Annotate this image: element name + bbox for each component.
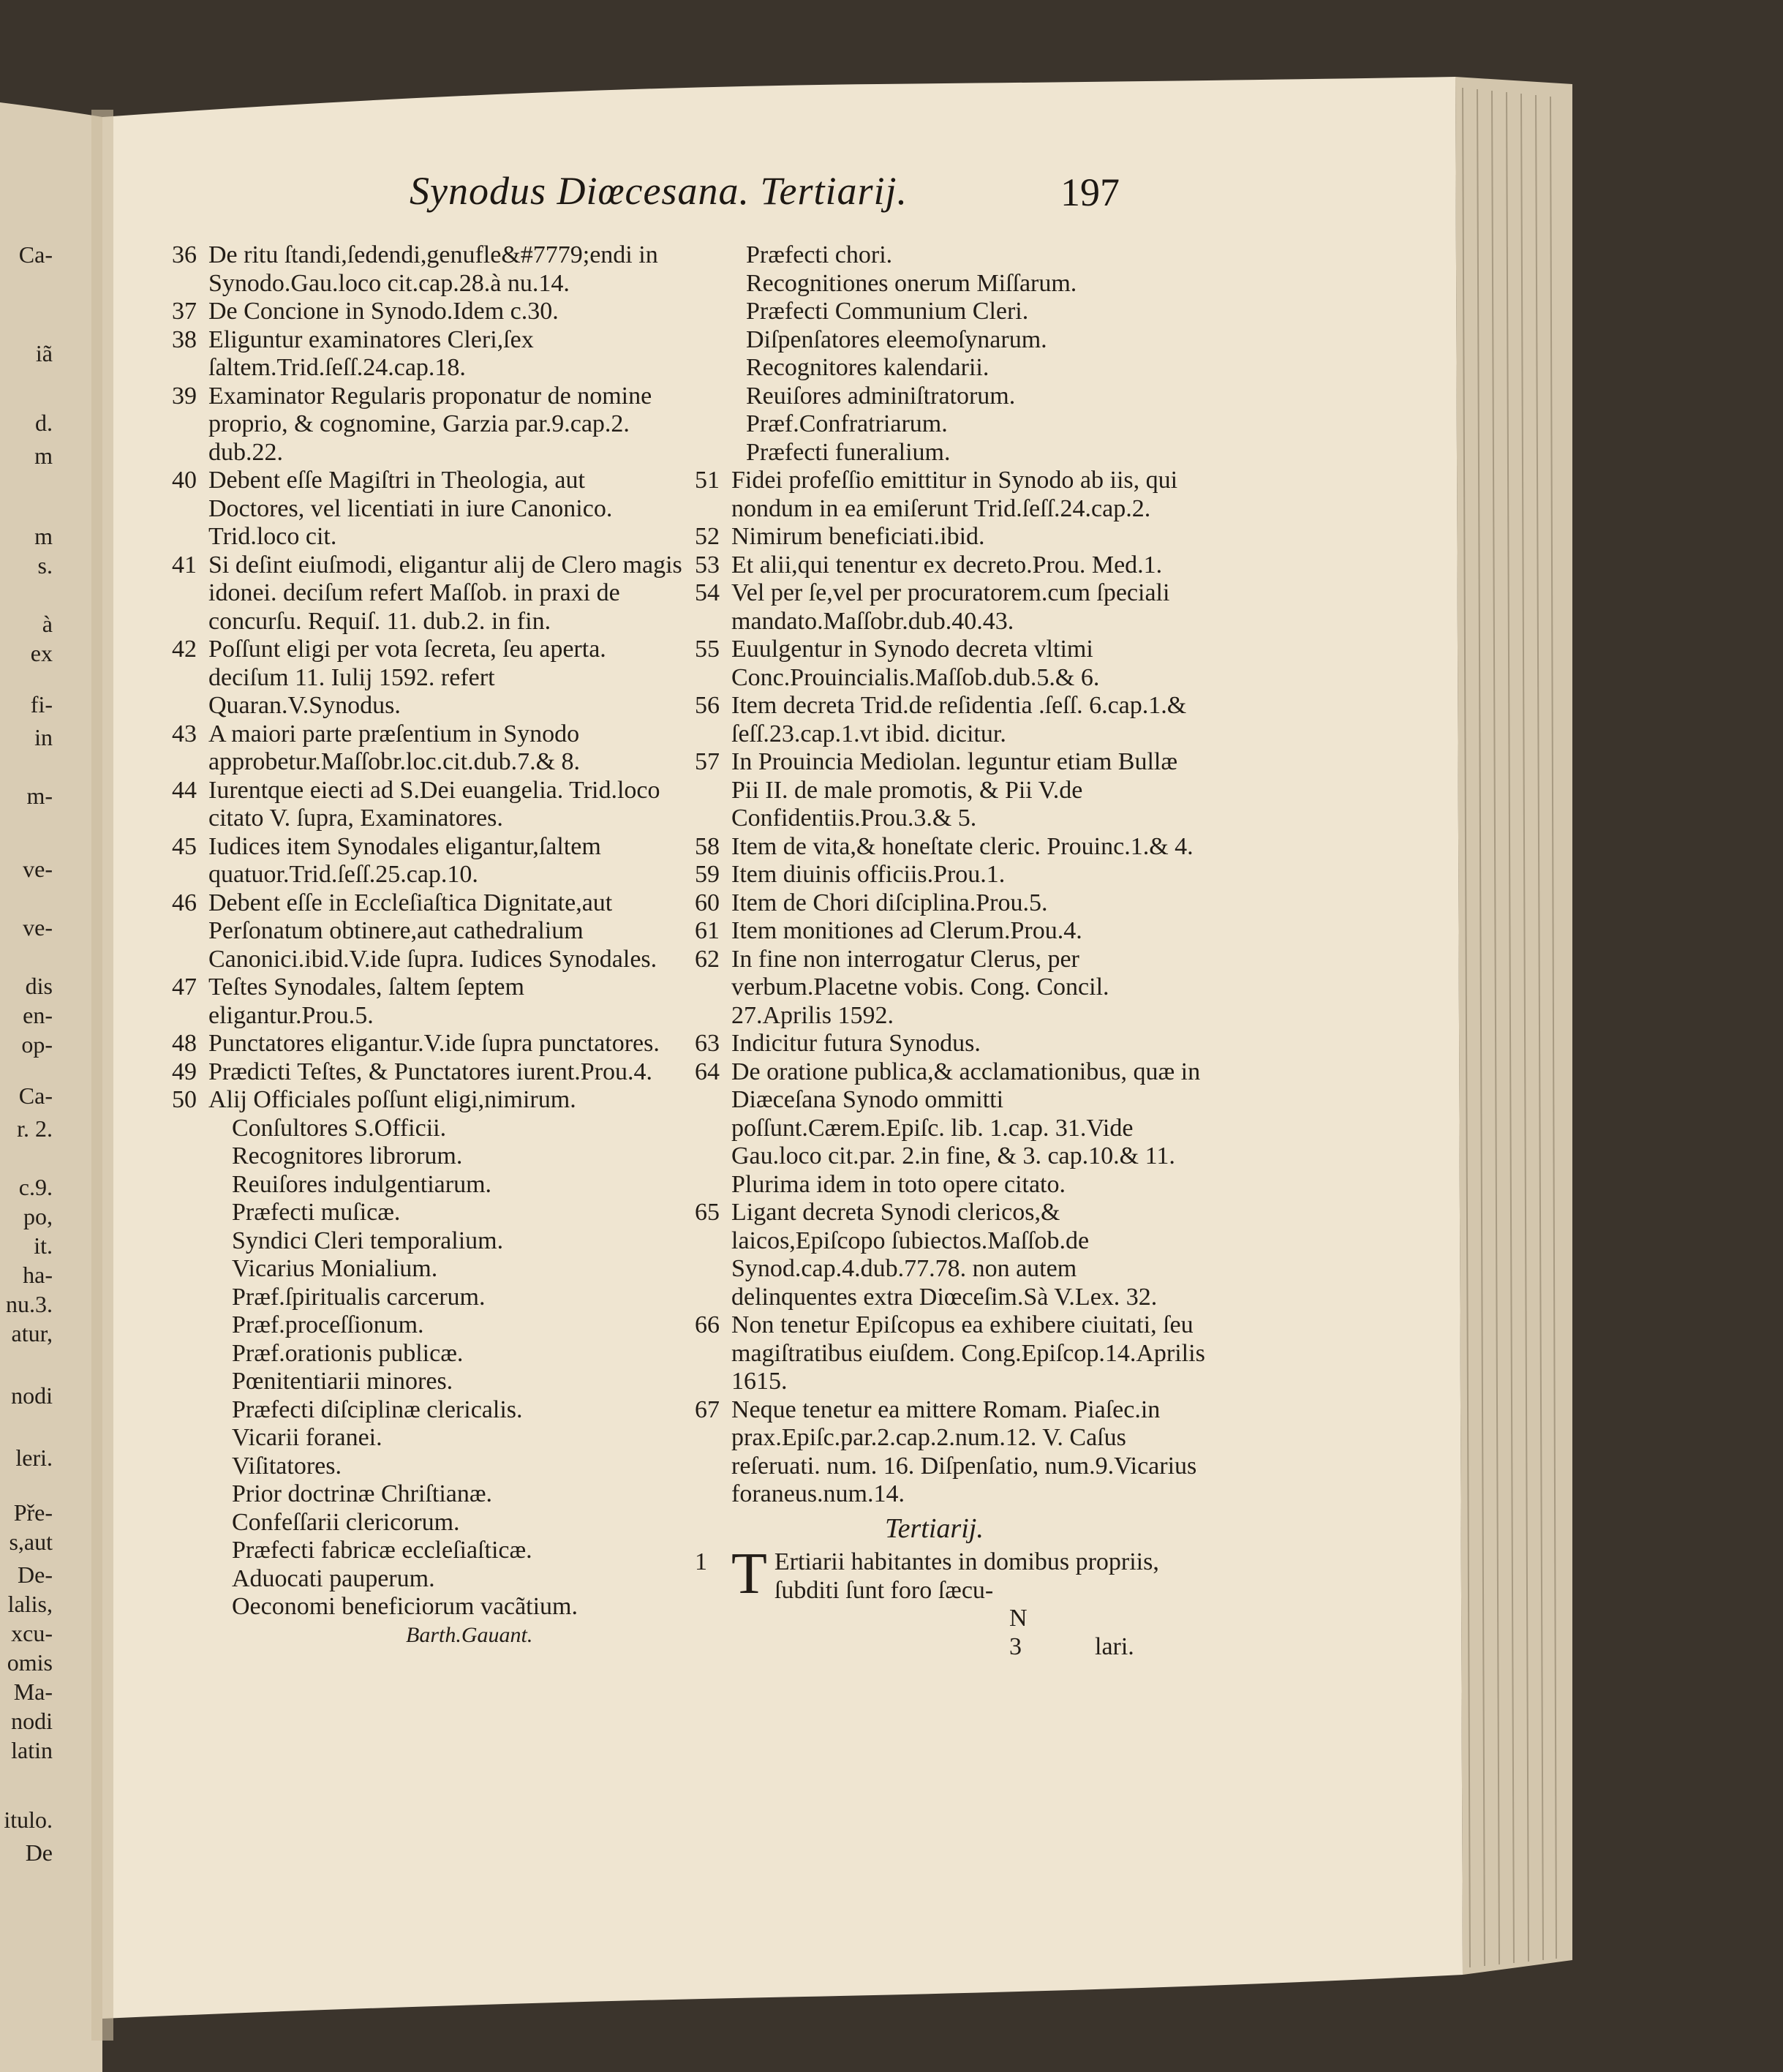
entry-text: Neque tenetur ea mittere Romam. Piaſec.in prax.Epiſc.par.2.cap.2.num.12. V. Caſus reſeruati. num. 16. Diſpenſatio, num.9.Vicarius foraneus.num.14.	[731, 1395, 1197, 1507]
margin-fragment: r. 2.	[17, 1115, 53, 1142]
entry-50	[172, 1086, 684, 1115]
entry-59	[695, 861, 1207, 889]
entry-text: Iudices item Synodales eligantur,ſaltem quatuor.Trid.ſeſſ.25.cap.10.	[208, 832, 601, 888]
margin-fragment: d.	[35, 410, 53, 436]
margin-fragment: it.	[34, 1232, 53, 1259]
entry-number: 37	[172, 298, 197, 325]
margin-fragment: en-	[23, 1002, 53, 1028]
margin-fragment: Ca-	[18, 1082, 53, 1109]
entry-39	[172, 383, 684, 467]
margin-fragment: s.	[37, 552, 53, 579]
entry-text: Nimirum beneficiati.ibid.	[731, 523, 985, 550]
margin-fragment: De	[25, 1839, 53, 1866]
entry-number: 48	[172, 1030, 197, 1057]
margin-fragment: fi-	[30, 691, 53, 717]
entry-text: Prædicti Teſtes, & Punctatores iurent.Prou.4.	[208, 1058, 653, 1085]
entry-number: 39	[172, 382, 197, 410]
entry-number: 66	[695, 1311, 720, 1338]
entry-text: Ligant decreta Synodi clericos,& laicos,Epiſcopo ſubiectos.Maſſob.de Synod.cap.4.dub.77.78. non autem delinquentes extra Diœceſim.Sà V.Lex. 32.	[731, 1199, 1158, 1311]
entry-number: 45	[172, 832, 197, 860]
entry-number: 53	[695, 551, 720, 579]
official-item: Præfecti Communium Cleri.	[746, 298, 1029, 325]
entry-number: 46	[172, 889, 197, 916]
entry-52	[695, 523, 1207, 551]
entry-text: Fidei profeſſio emittitur in Synodo ab iis, qui nondum in ea emiſerunt Trid.ſeſſ.24.cap.2.	[731, 467, 1178, 522]
official-item: Vicarii foranei.	[232, 1424, 382, 1451]
entry-number: 38	[172, 325, 197, 353]
official-item: Præfecti fabricæ eccleſiaſticæ.	[232, 1537, 532, 1564]
entry-48	[172, 1030, 684, 1058]
running-title: Synodus Diœcesana. Tertiarij.	[410, 169, 908, 213]
catchword: Barth.Gauant.	[406, 1622, 533, 1647]
entry-number: 54	[695, 579, 720, 606]
entry-text: Punctatores eligantur.V.ide ſupra punctatores.	[208, 1030, 660, 1057]
margin-fragment: po,	[23, 1203, 53, 1229]
margin-fragment: itulo.	[4, 1807, 53, 1833]
signature-mark: N 3	[1009, 1605, 1057, 1660]
entry-text: Poſſunt eligi per vota ſecreta, ſeu aperta. deciſum 11. Iulij 1592. refert Quaran.V.Synodus.	[208, 636, 606, 719]
entry-67	[695, 1396, 1207, 1509]
official-item: Aduocati pauperum.	[232, 1564, 435, 1592]
margin-fragment: latin	[11, 1737, 53, 1763]
official-item: Præfecti chori.	[746, 241, 893, 268]
entry-51	[695, 467, 1207, 523]
official-item: Vicarius Monialium.	[232, 1255, 438, 1282]
entry-62	[695, 946, 1207, 1031]
official-item: Syndici Cleri temporalium.	[232, 1227, 504, 1254]
drop-cap: T	[731, 1542, 767, 1606]
official-item: Confeſſarii clericorum.	[232, 1508, 460, 1536]
entry-61	[695, 917, 1207, 946]
margin-fragment: lalis,	[7, 1591, 53, 1617]
official-item: Præfecti diſciplinæ clericalis.	[232, 1395, 523, 1423]
margin-fragment: nu.3.	[6, 1291, 53, 1317]
entry-49	[172, 1058, 684, 1087]
margin-fragment: c.9.	[18, 1174, 53, 1200]
margin-fragment: op-	[21, 1031, 53, 1058]
margin-fragment: ha-	[23, 1262, 53, 1288]
page-number: 197	[1060, 170, 1120, 214]
catchword: lari.	[1095, 1632, 1134, 1660]
right-column	[695, 241, 1207, 1661]
entry-54	[695, 579, 1207, 636]
entry-text: Plurima idem in toto opere citato.	[731, 1170, 1066, 1198]
entry-36	[172, 241, 684, 298]
entry-number: 43	[172, 720, 197, 747]
entry-40	[172, 467, 684, 551]
margin-fragment: m	[34, 523, 53, 549]
official-item: Præfecti muſicæ.	[232, 1199, 401, 1226]
entry-text: Examinator Regularis proponatur de nomine proprio, & cognomine, Garzia par.9.cap.2. dub.22.	[208, 382, 652, 466]
entry-65	[695, 1199, 1207, 1311]
official-item: Conſultores S.Officii.	[232, 1114, 447, 1142]
entry-text: Debent eſſe in Eccleſiaſtica Dignitate,aut Perſonatum obtinere,aut cathedralium Canonici.ibid.V.ide ſupra. Iudices Synodales.	[208, 889, 657, 973]
entry-55	[695, 636, 1207, 692]
entry-58	[695, 833, 1207, 862]
entry-number: 52	[695, 523, 720, 550]
entry-number: 62	[695, 945, 720, 973]
margin-fragment: ve-	[23, 856, 53, 882]
official-item: Præf.Confratriarum.	[746, 410, 948, 437]
entry-43	[172, 720, 684, 777]
official-item: Viſitatores.	[232, 1452, 342, 1480]
official-item: Reuiſores indulgentiarum.	[232, 1170, 492, 1198]
entry-number: 51	[695, 467, 720, 494]
left-column	[172, 241, 684, 1649]
official-item: Præf.orationis publicæ.	[232, 1339, 464, 1367]
official-item: Oeconomi beneficiorum vacãtium.	[232, 1593, 578, 1620]
entry-note	[695, 1171, 1207, 1199]
entry-number: 36	[172, 241, 197, 268]
official-item: Diſpenſatores eleemoſynarum.	[746, 325, 1047, 353]
official-item: Recognitores librorum.	[232, 1142, 463, 1169]
official-item: Pœnitentiarii minores.	[232, 1368, 453, 1395]
official-item: Præfecti funeralium.	[746, 438, 951, 466]
entry-text: A maiori parte præſentium in Synodo approbetur.Maſſobr.loc.cit.dub.7.& 8.	[208, 720, 581, 775]
margin-fragment: Pře-	[13, 1499, 53, 1526]
entry-text: Iurentque eiecti ad S.Dei euangelia. Trid.loco citato V. ſupra, Examinatores.	[208, 776, 660, 832]
entry-text: Euulgentur in Synodo decreta vltimi Conc.Prouincialis.Maſſob.dub.5.& 6.	[731, 636, 1100, 691]
official-item: Recognitiones onerum Miſſarum.	[746, 269, 1077, 297]
entry-47	[172, 973, 684, 1030]
entry-text: Item de Chori diſciplina.Prou.5.	[731, 889, 1048, 916]
margin-fragment: m	[34, 442, 53, 469]
entry-number: 60	[695, 889, 720, 916]
margin-fragment: m-	[26, 783, 53, 809]
entry-text: Item monitiones ad Clerum.Prou.4.	[731, 917, 1082, 944]
entry-number: 57	[695, 748, 720, 775]
entry-text: De Concione in Synodo.Idem c.30.	[208, 298, 559, 325]
entry-text: Ertiarii habitantes in domibus propriis, ſubditi ſunt foro ſæcu-	[774, 1548, 1159, 1604]
entry-text: De oratione publica,& acclamationibus, quæ in Diæceſana Synodo ommitti poſſunt.Cærem.Epiſc. lib. 1.cap. 31.Vide Gau.loco cit.par. 2.in fine, & 3. cap.10.& 11.	[731, 1058, 1201, 1169]
entry-text: Indicitur futura Synodus.	[731, 1030, 981, 1057]
entry-64	[695, 1058, 1207, 1171]
entry-text: Item de vita,& honeſtate cleric. Prouinc.1.& 4.	[731, 832, 1194, 860]
entry-number: 49	[172, 1058, 197, 1085]
entry-text: Item decreta Trid.de reſidentia .ſeſſ. 6.cap.1.& ſeſſ.23.cap.1.vt ibid. dicitur.	[731, 692, 1187, 747]
official-item: Præf.proceſſionum.	[232, 1311, 424, 1338]
entry-57	[695, 748, 1207, 833]
entry-46	[172, 889, 684, 974]
margin-fragment: omis	[7, 1649, 53, 1676]
margin-fragment: ve-	[23, 914, 53, 941]
entry-text: Debent eſſe Magiſtri in Theologia, aut Doctores, vel licentiati in iure Canonico. Trid.loco cit.	[208, 467, 613, 550]
entry-tertiarii-1	[695, 1542, 1207, 1606]
entry-number: 56	[695, 692, 720, 719]
signature-row	[695, 1605, 1207, 1661]
margin-fragment: in	[34, 724, 53, 750]
entry-42	[172, 636, 684, 720]
entry-number: 64	[695, 1058, 720, 1085]
entry-number: 41	[172, 551, 197, 579]
entry-number: 59	[695, 861, 720, 888]
official-item: Recognitores kalendarii.	[746, 354, 989, 381]
entry-53	[695, 551, 1207, 580]
entry-text: In fine non interrogatur Clerus, per verbum.Placetne vobis. Cong. Concil. 27.Aprilis 1592.	[731, 945, 1109, 1029]
entry-41	[172, 551, 684, 636]
entry-number: 58	[695, 832, 720, 860]
official-item: Reuiſores adminiſtratorum.	[746, 382, 1016, 410]
margin-fragment: à	[42, 611, 53, 637]
entry-text: Alij Officiales poſſunt eligi,nimirum.	[208, 1086, 576, 1113]
margin-fragment: dis	[25, 973, 53, 999]
entry-number: 40	[172, 467, 197, 494]
margin-fragment: leri.	[15, 1444, 53, 1471]
margin-fragment: nodi	[11, 1382, 53, 1409]
entry-number: 63	[695, 1030, 720, 1057]
entry-44	[172, 777, 684, 833]
entry-number: 65	[695, 1199, 720, 1226]
entry-text: In Prouincia Mediolan. leguntur etiam Bullæ Pii II. de male promotis, & Pii V.de Confidentiis.Prou.3.& 5.	[731, 748, 1178, 832]
entry-number: 61	[695, 917, 720, 944]
entry-38	[172, 326, 684, 383]
entry-text: Vel per ſe,vel per procuratorem.cum ſpeciali mandato.Maſſobr.dub.40.43.	[731, 579, 1170, 635]
entry-number: 1	[695, 1548, 707, 1575]
margin-fragment: ex	[30, 640, 53, 666]
entry-text: Eliguntur examinatores Cleri,ſex ſaltem.Trid.ſeſſ.24.cap.18.	[208, 325, 534, 381]
margin-fragment: nodi	[11, 1708, 53, 1734]
entry-37	[172, 298, 684, 326]
entry-number: 44	[172, 776, 197, 804]
official-item: Prior doctrinæ Chriſtianæ.	[232, 1480, 493, 1507]
entry-text: De ritu ſtandi,ſedendi,genufle&#7779;endi in Synodo.Gau.loco cit.cap.28.à nu.14.	[208, 241, 658, 297]
entry-number: 42	[172, 636, 197, 663]
entry-45	[172, 833, 684, 889]
entry-number: 47	[172, 973, 197, 1001]
entry-number: 50	[172, 1086, 197, 1113]
entry-text: Non tenetur Epiſcopus ea exhibere ciuitati, ſeu magiſtratibus eiuſdem. Cong.Epiſcop.14.Aprilis 1615.	[731, 1311, 1205, 1395]
entry-text: Et alii,qui tenentur ex decreto.Prou. Med.1.	[731, 551, 1163, 579]
entry-number: 55	[695, 636, 720, 663]
margin-fragment: Ca-	[18, 241, 53, 268]
entry-56	[695, 692, 1207, 748]
section-title: Tertiarij.	[885, 1512, 984, 1544]
entry-text: Teſtes Synodales, ſaltem ſeptem eligantur.Prou.5.	[208, 973, 524, 1029]
margin-fragment: iã	[35, 340, 53, 366]
entry-66	[695, 1311, 1207, 1396]
entry-text: Item diuinis officiis.Prou.1.	[731, 861, 1006, 888]
official-item: Præf.ſpiritualis carcerum.	[232, 1283, 486, 1311]
margin-fragment: atur,	[11, 1320, 53, 1346]
margin-fragment: xcu-	[11, 1620, 53, 1646]
entry-text: Si deſint eiuſmodi, eligantur alij de Clero magis idonei. deciſum refert Maſſob. in praxi de concurſu. Requiſ. 11. dub.2. in fin.	[208, 551, 682, 635]
entry-number: 67	[695, 1395, 720, 1423]
entry-63	[695, 1030, 1207, 1058]
margin-fragment: De-	[18, 1561, 53, 1588]
margin-fragment: s,aut	[9, 1529, 53, 1555]
entry-60	[695, 889, 1207, 918]
margin-fragment: Ma-	[13, 1679, 53, 1705]
